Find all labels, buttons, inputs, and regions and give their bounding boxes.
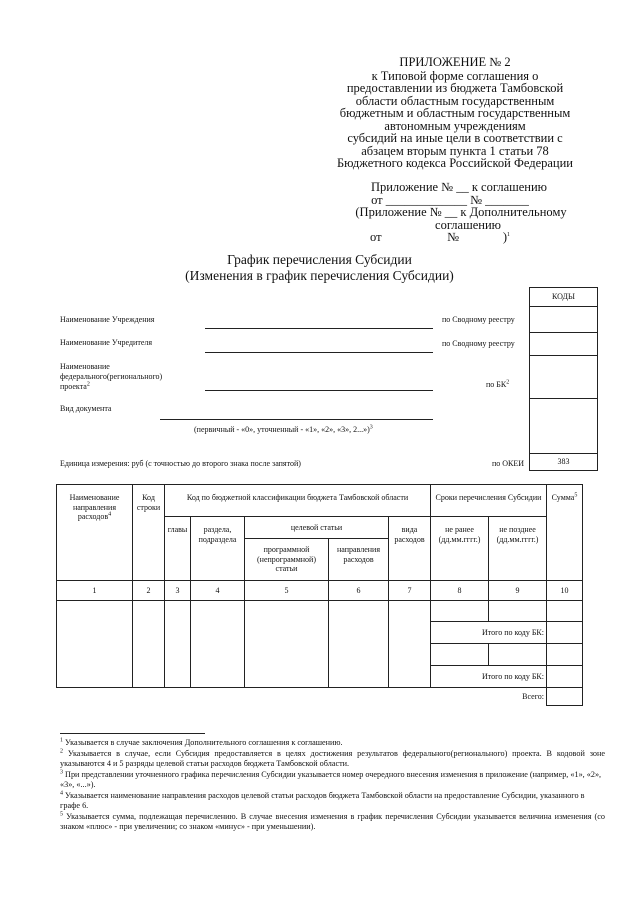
- data-cell[interactable]: [431, 601, 489, 622]
- ref-line: соглашению: [435, 217, 501, 232]
- grand-total-label: Всего:: [57, 688, 547, 706]
- header-line: предоставлении из бюджета Тамбовской: [346, 81, 564, 95]
- header-line: к Типовой форме соглашения о: [371, 68, 539, 83]
- col-number: 10: [547, 581, 583, 601]
- code-cell-okei: 383: [529, 453, 598, 471]
- col-number: 3: [165, 581, 191, 601]
- header-type: вида расходов: [389, 517, 431, 581]
- header-line: бюджетным и областным государственным: [339, 106, 571, 120]
- header-not-earlier: не ранее (дд.мм.гггг.): [431, 517, 489, 581]
- footnotes: [60, 738, 605, 833]
- ref-line: (Приложение № __ к Дополнительному: [355, 205, 567, 219]
- header-line: автономным учреждениям: [384, 118, 526, 133]
- data-cell[interactable]: [547, 644, 583, 666]
- grand-total-value[interactable]: [547, 688, 583, 706]
- data-cell[interactable]: [431, 644, 489, 666]
- founder-code-label: по Сводному реестру: [442, 339, 515, 348]
- header-line: области областным государственным: [355, 93, 555, 108]
- data-cell[interactable]: [191, 601, 245, 688]
- ref-line: Приложение № __ к соглашению: [370, 180, 548, 194]
- unit-label: Единица измерения: руб (с точностью до второго знака после запятой): [60, 459, 301, 468]
- title-line-1: График перечисления Субсидии: [227, 252, 412, 267]
- col-number: 1: [57, 581, 133, 601]
- header-program: программной (непрограммной) статьи: [245, 539, 329, 581]
- col-number: 9: [489, 581, 547, 601]
- footnote-1: $^1$ Указывается в случае заключения Дополнительного соглашения к соглашению.: [60, 737, 343, 747]
- footnote-3: $^3$ При представлении уточненного графика перечисления Субсидии указывается номер очередного внесения изменения в приложение (например, «1», «2», «3», «...»).: [60, 768, 602, 789]
- total-bk-label: Итого по коду БК:: [431, 666, 547, 688]
- founder-field[interactable]: [205, 352, 433, 353]
- col-number: 2: [133, 581, 165, 601]
- schedule-table: [56, 484, 583, 706]
- header-direction: Наименование направления расходов$^4$: [57, 485, 133, 581]
- code-cell-bk: [529, 355, 598, 399]
- ref-line: от _____________ № _______: [371, 192, 529, 207]
- col-number: 6: [329, 581, 389, 601]
- appendix-title: ПРИЛОЖЕНИЕ № 2: [399, 55, 511, 69]
- project-label: Наименование федерального(регионального) проекта$^2$: [60, 362, 163, 391]
- header-line: Бюджетного кодекса Российской Федерации: [337, 156, 573, 170]
- data-cell[interactable]: [57, 601, 133, 688]
- data-cell[interactable]: [133, 601, 165, 688]
- col-number: 4: [191, 581, 245, 601]
- code-cell-doc-type: [529, 398, 598, 454]
- doc-type-field[interactable]: [160, 419, 433, 420]
- total-bk-value[interactable]: [547, 666, 583, 688]
- code-cell-institution: [529, 306, 598, 333]
- footnote-separator: [60, 733, 205, 734]
- footnote-5: $^5$ Указывается сумма, подлежащая перечислению. В случае внесения изменения в график перечисления Субсидии указывается величина изменения (со знаком «плюс» - при увеличении; со знаком «минус» - при уменьшении).: [60, 810, 606, 831]
- header-chapter: главы: [165, 517, 191, 581]
- institution-label: Наименование Учреждения: [60, 315, 155, 324]
- data-cell[interactable]: [329, 601, 389, 688]
- document-title: [0, 252, 639, 284]
- total-bk-label: Итого по коду БК:: [431, 622, 547, 644]
- col-number: 5: [245, 581, 329, 601]
- col-number: 7: [389, 581, 431, 601]
- code-cell-founder: [529, 332, 598, 356]
- header-bk-code: Код по бюджетной классификации бюджета Тамбовской области: [165, 485, 431, 517]
- appendix-reference: [300, 181, 600, 244]
- appendix-header: [300, 56, 610, 170]
- header-row-code: Код строки: [133, 485, 165, 581]
- footnote-2: $^2$ Указывается в случае, если Субсидия предоставляется в целях достижения результатов федерального(регионального) проекта. В кодовой зоне указываются 4 и 5 разряды целевой статьи расходов бюджета Тамбовской области.: [60, 747, 606, 768]
- data-cell[interactable]: [547, 601, 583, 622]
- doc-type-hint: (первичный - «0», уточненный - «1», «2», «3», 2...»)$^3$: [194, 424, 373, 434]
- data-cell[interactable]: [489, 644, 547, 666]
- okei-label: по ОКЕИ: [492, 459, 525, 468]
- data-cell[interactable]: [165, 601, 191, 688]
- codes-header-cell: КОДЫ: [529, 287, 598, 307]
- data-cell[interactable]: [245, 601, 329, 688]
- header-target: целевой статьи: [245, 517, 389, 539]
- header-line: субсидий на иные цели в соответствии с: [347, 131, 563, 145]
- ref-line: от № )$^1$: [370, 230, 511, 244]
- title-line-2: (Изменения в график перечисления Субсидии): [185, 268, 454, 283]
- footnote-4: $^4$ Указывается наименование направления расходов целевой статьи расходов бюджета Тамбовской области на предоставление Субсидии, указанного в графе 6.: [60, 789, 585, 810]
- header-section: раздела, подраздела: [191, 517, 245, 581]
- header-line: абзацем вторым пункта 1 статьи 78: [361, 143, 549, 158]
- institution-field[interactable]: [205, 328, 433, 329]
- bk-label: по $БК^2$: [486, 379, 510, 389]
- header-sum: Сумма$^5$: [547, 485, 583, 581]
- header-not-later: не позднее (дд.мм.гггг.): [489, 517, 547, 581]
- col-number: 8: [431, 581, 489, 601]
- data-cell[interactable]: [489, 601, 547, 622]
- header-expense-direction: направления расходов: [329, 539, 389, 581]
- header-terms: Сроки перечисления Субсидии: [431, 485, 547, 517]
- doc-type-label: Вид документа: [60, 404, 112, 413]
- institution-code-label: по Сводному реестру: [442, 315, 515, 324]
- project-field[interactable]: [205, 390, 433, 391]
- founder-label: Наименование Учредителя: [60, 338, 153, 347]
- total-bk-value[interactable]: [547, 622, 583, 644]
- data-cell[interactable]: [389, 601, 431, 688]
